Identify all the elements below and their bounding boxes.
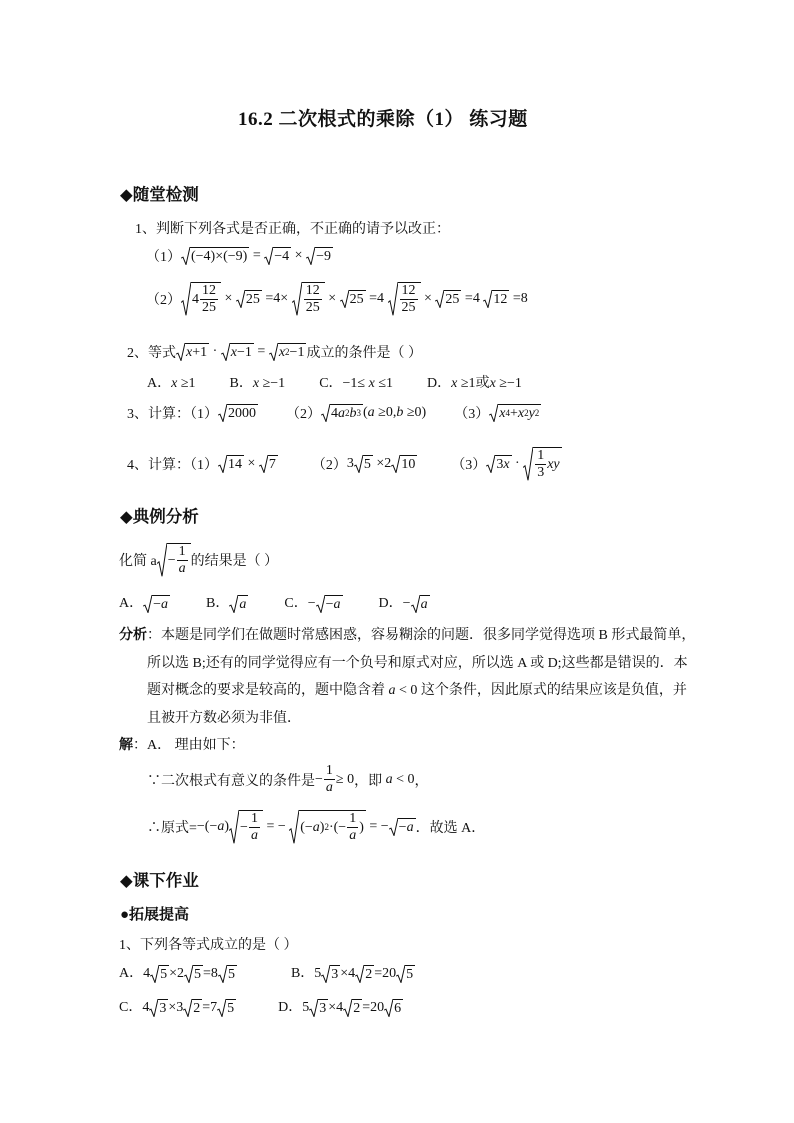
question-4: 4、计算：（1） 14 × 7 （2） 3 5 ×2 10 （3） 3 x · $\frac{1}{3}$ xy xyxy=(127,448,560,481)
option-c: C．− − a xyxy=(284,596,341,612)
solution-therefore: ∴原式= −(−a) − $\frac{1}{a}$ = − (− a ) 2 ·(− $\frac{1}{a}$ ) = − − a ．故选 A． xyxy=(147,811,486,844)
homework-options-cd xyxy=(119,996,403,1017)
option-d: D．− a xyxy=(378,596,428,612)
analysis-line-3: 题对概念的要求是较高的，题中隐含着 a < 0 这个条件，因此原式的结果应该是负值，并 xyxy=(147,683,687,698)
question-3: 3、计算：（1） 2000 （2） 4 a 2 b 3 (a ≥0,b ≥0) （3） x 4 + x 2 y 2 xyxy=(127,405,540,422)
option-b: B．x ≥−1 xyxy=(229,376,286,391)
page-title: 16.2 二次根式的乘除（1） 练习题 xyxy=(238,109,528,130)
section-heading-in-class-check: ◆随堂检测 xyxy=(120,185,199,204)
option-a: A．x ≥1 xyxy=(147,376,196,391)
option-c: C．4 3 ×3 2 =7 5 xyxy=(119,1000,235,1016)
solution-answer: 解：A． 理由如下： xyxy=(119,738,245,753)
part-label: （1） xyxy=(146,250,181,265)
sqrt-expression: (−4)×(−9) xyxy=(181,247,249,266)
section-heading-example-analysis: ◆典例分析 xyxy=(120,507,199,526)
question-1-part-1: （1） (−4)×(−9) = −4 × −9 xyxy=(146,248,331,265)
option-b: B．5 3 ×4 2 =20 5 xyxy=(290,966,414,982)
option-c: C．−1≤ x ≤1 xyxy=(319,376,394,391)
part-label: （2） xyxy=(146,293,181,309)
option-a: A．4 5 ×2 5 =8 5 xyxy=(119,966,235,982)
example-options xyxy=(119,592,430,613)
question-1-part-2: （2） 4 $\frac{12}{25}$ × 25 =4× $\frac{12}{25}$ × 25 =4 $\frac{12}{25}$ × 25 =4 12 =8 xyxy=(146,283,528,316)
analysis-line-1: 分析：本题是同学们在做题时常感困惑，容易糊涂的问题．很多同学觉得选项 B 形式最简单， xyxy=(119,628,696,643)
option-a: A． − a xyxy=(119,596,169,612)
option-d: D．x ≥1或x ≥−1 xyxy=(427,376,522,391)
analysis-line-2: 所以选 B;还有的同学觉得应有一个负号和原式对应，所以选 A 或 D;这些都是错误的．本 xyxy=(147,656,688,671)
homework-options-ab xyxy=(119,962,415,983)
analysis-line-4: 且被开方数必须为非值． xyxy=(147,711,301,726)
option-d: D．5 3 ×4 2 =20 6 xyxy=(278,1000,402,1016)
homework-question-1: 1、下列各等式成立的是（ ） xyxy=(119,938,298,953)
option-b: B． a xyxy=(206,596,247,612)
example-stem: 化简 a − $\frac{1}{a}$ 的结果是（ ） xyxy=(119,544,279,577)
question-1-stem: 1、判断下列各式是否正确，不正确的请予以改正： xyxy=(135,222,450,237)
question-2-stem: 2、等式 x +1 · x −1 = x 2 −1 成立的条件是（ ） xyxy=(127,344,422,361)
subsection-heading-extension: ●拓展提高 xyxy=(120,907,190,923)
section-heading-homework: ◆课下作业 xyxy=(120,871,199,890)
question-2-options xyxy=(147,372,522,392)
solution-because: ∵二次根式有意义的条件是 − $\frac{1}{a}$ ≥ 0 ，即 a < 0 ， xyxy=(147,763,429,796)
